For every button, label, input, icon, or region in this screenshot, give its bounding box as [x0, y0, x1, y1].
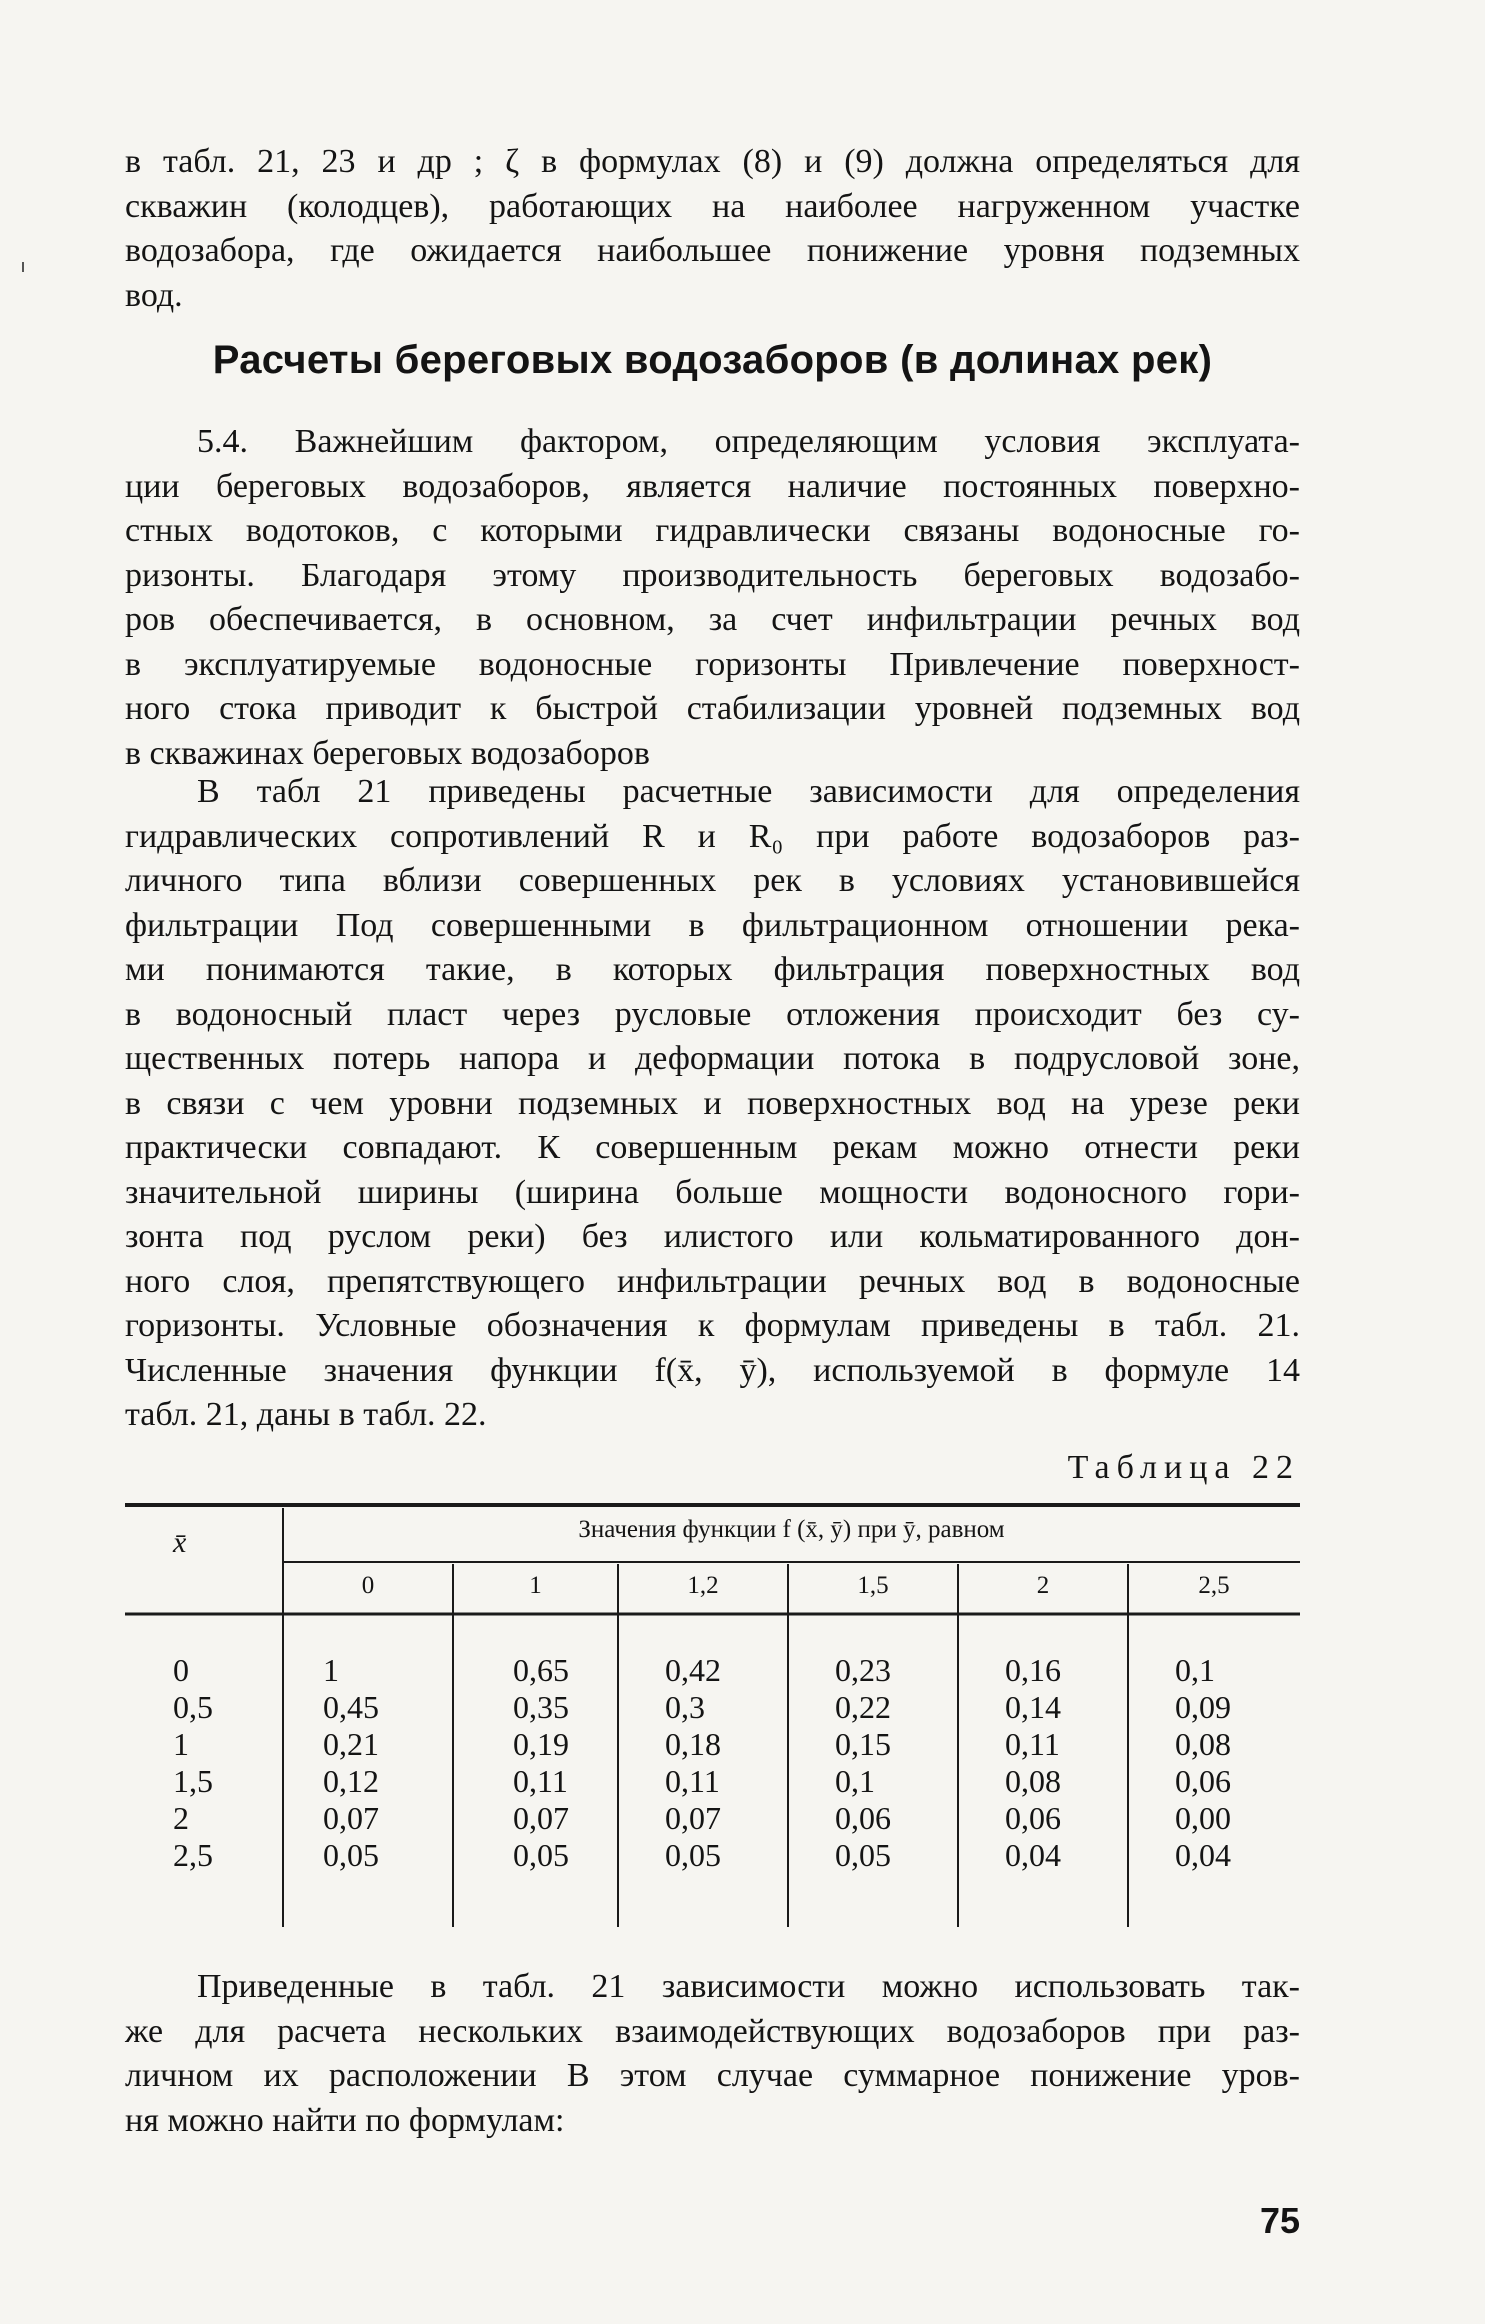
text-line: гидравлических сопротивлений R и R₀ при работе водозаборов раз-	[125, 817, 1300, 855]
text-line: личном их расположении В этом случае суммарное понижение уров-	[125, 2057, 1300, 2094]
table-cell: 0,05	[323, 1837, 379, 1873]
paragraph-3	[125, 1965, 1300, 2143]
table-cell: 0,45	[323, 1689, 379, 1725]
table-cell: 0,08	[1005, 1763, 1061, 1799]
row-label: 2	[173, 1800, 189, 1836]
text-line: практически совпадают. К совершенным рекам можно отнести реки	[125, 1129, 1300, 1166]
text-line: Численные значения функции f(x̄, ȳ), используемой в формуле 14	[125, 1351, 1300, 1389]
text-line: значительной ширины (ширина больше мощности водоносного гори-	[125, 1173, 1300, 1211]
column-header: 0	[361, 1572, 375, 1599]
page-number: 75	[1259, 2200, 1300, 2241]
text-line: ня можно найти по формулам:	[125, 2101, 565, 2139]
table-cell: 0,07	[665, 1800, 721, 1836]
table-22	[125, 1502, 1300, 1927]
text-line: в табл. 21, 23 и др ; ζ в формулах (8) и (9) должна определяться для	[125, 143, 1300, 180]
text-line: ров обеспечивается, в основном, за счет инфильтрации речных вод	[125, 601, 1300, 638]
text-line: 5.4. Важнейшим фактором, определяющим условия эксплуата-	[197, 423, 1300, 460]
text-line: скважин (колодцев), работающих на наиболее нагруженном участке	[125, 187, 1300, 225]
table-cell: 0,05	[665, 1837, 721, 1873]
row-label: 1,5	[173, 1763, 213, 1799]
row-label: 0	[173, 1652, 189, 1688]
column-header: 1,2	[687, 1572, 719, 1599]
text-line: В табл 21 приведены расчетные зависимости для определения	[197, 773, 1300, 810]
text-line: ного слоя, препятствующего инфильтрации речных вод в водоносные	[125, 1262, 1300, 1300]
text-line: в эксплуатируемые водоносные горизонты Привлечение поверхност-	[125, 645, 1300, 683]
table-cell: 0,04	[1005, 1837, 1061, 1873]
table-cell: 0,06	[1005, 1800, 1061, 1836]
text-line: водозабора, где ожидается наибольшее понижение уровня подземных	[125, 232, 1300, 269]
table-cell: 0,19	[513, 1726, 569, 1762]
text-line: Приведенные в табл. 21 зависимости можно использовать так-	[197, 1968, 1300, 2005]
table-cell: 0,07	[323, 1800, 379, 1836]
table-cell: 0,04	[1175, 1837, 1231, 1873]
table-cell: 0,18	[665, 1726, 721, 1762]
column-header: 1	[529, 1572, 542, 1599]
margin-mark	[22, 262, 24, 272]
row-label: 0,5	[173, 1689, 213, 1725]
text-line: в связи с чем уровни подземных и поверхностных вод на урезе реки	[125, 1084, 1300, 1122]
table-cell: 0,11	[1005, 1726, 1060, 1762]
intro-paragraph	[125, 140, 1300, 318]
table-cell: 0,07	[513, 1800, 569, 1836]
group-header: Значения функции f (x̄, ȳ) при ȳ, равном	[578, 1516, 1005, 1543]
table-cell: 0,1	[1175, 1652, 1215, 1688]
table-cell: 0,05	[835, 1837, 891, 1873]
text-line: ризонты. Благодаря этому производительность береговых водозабо-	[125, 556, 1300, 594]
text-line: табл. 21, даны в табл. 22.	[125, 1396, 487, 1433]
text-line: щественных потерь напора и деформации потока в подрусловой зоне,	[125, 1040, 1300, 1077]
text-line: горизонты. Условные обозначения к формулам приведены в табл. 21.	[125, 1307, 1300, 1344]
text-line: в скважинах береговых водозаборов	[125, 734, 650, 772]
text-line: в водоносный пласт через русловые отложения происходит без су-	[125, 995, 1300, 1033]
table-cell: 0,23	[835, 1652, 891, 1688]
table-caption: Таблица 22	[1067, 1449, 1300, 1486]
column-header: 2	[1036, 1572, 1050, 1599]
table-cell: 0,11	[665, 1763, 720, 1799]
table-cell: 0,35	[513, 1689, 569, 1725]
table-cell: 0,12	[323, 1763, 379, 1799]
table-cell: 0,08	[1175, 1726, 1231, 1762]
row-label: 1	[173, 1726, 189, 1762]
table-cell: 0,65	[513, 1652, 569, 1688]
table-cell: 0,00	[1175, 1800, 1231, 1836]
text-line: фильтрации Под совершенными в фильтрационном отношении река-	[125, 906, 1300, 944]
column-header: 1,5	[857, 1572, 889, 1599]
table-cell: 0,21	[323, 1726, 379, 1762]
table-cell: 0,05	[513, 1837, 569, 1873]
section-5-4-paragraph	[125, 420, 1300, 776]
table-cell: 0,09	[1175, 1689, 1231, 1725]
row-header-x: x̄	[173, 1526, 187, 1559]
table-cell: 1	[323, 1652, 339, 1688]
paragraph-2	[125, 770, 1300, 1438]
text-line: ции береговых водозаборов, является наличие постоянных поверхно-	[125, 467, 1300, 505]
table-cell: 0,15	[835, 1726, 891, 1762]
text-line: личного типа вблизи совершенных рек в условиях установившейся	[125, 862, 1300, 899]
table-cell: 0,14	[1005, 1689, 1061, 1725]
column-header: 2,5	[1198, 1572, 1230, 1599]
text-line: стных водотоков, с которыми гидравлически связаны водоносные го-	[125, 512, 1300, 549]
table-cell: 0,11	[513, 1763, 568, 1799]
table-cell: 0,06	[1175, 1763, 1231, 1799]
text-line: же для расчета нескольких взаимодействующих водозаборов при раз-	[125, 2012, 1300, 2050]
table-cell: 0,1	[835, 1763, 875, 1799]
table-cell: 0,06	[835, 1800, 891, 1836]
text-line: ми понимаются такие, в которых фильтрация поверхностных вод	[125, 951, 1300, 988]
text-line: вод.	[125, 276, 183, 314]
table-cell: 0,42	[665, 1652, 721, 1688]
table-cell: 0,22	[835, 1689, 891, 1725]
row-label: 2,5	[173, 1837, 213, 1873]
section-heading: Расчеты береговых водозаборов (в долинах рек)	[212, 338, 1213, 382]
text-line: зонта под руслом реки) без илистого или кольматированного дон-	[125, 1218, 1300, 1255]
table-cell: 0,16	[1005, 1652, 1061, 1688]
text-line: ного стока приводит к быстрой стабилизации уровней подземных вод	[125, 690, 1300, 727]
table-cell: 0,3	[665, 1689, 705, 1725]
